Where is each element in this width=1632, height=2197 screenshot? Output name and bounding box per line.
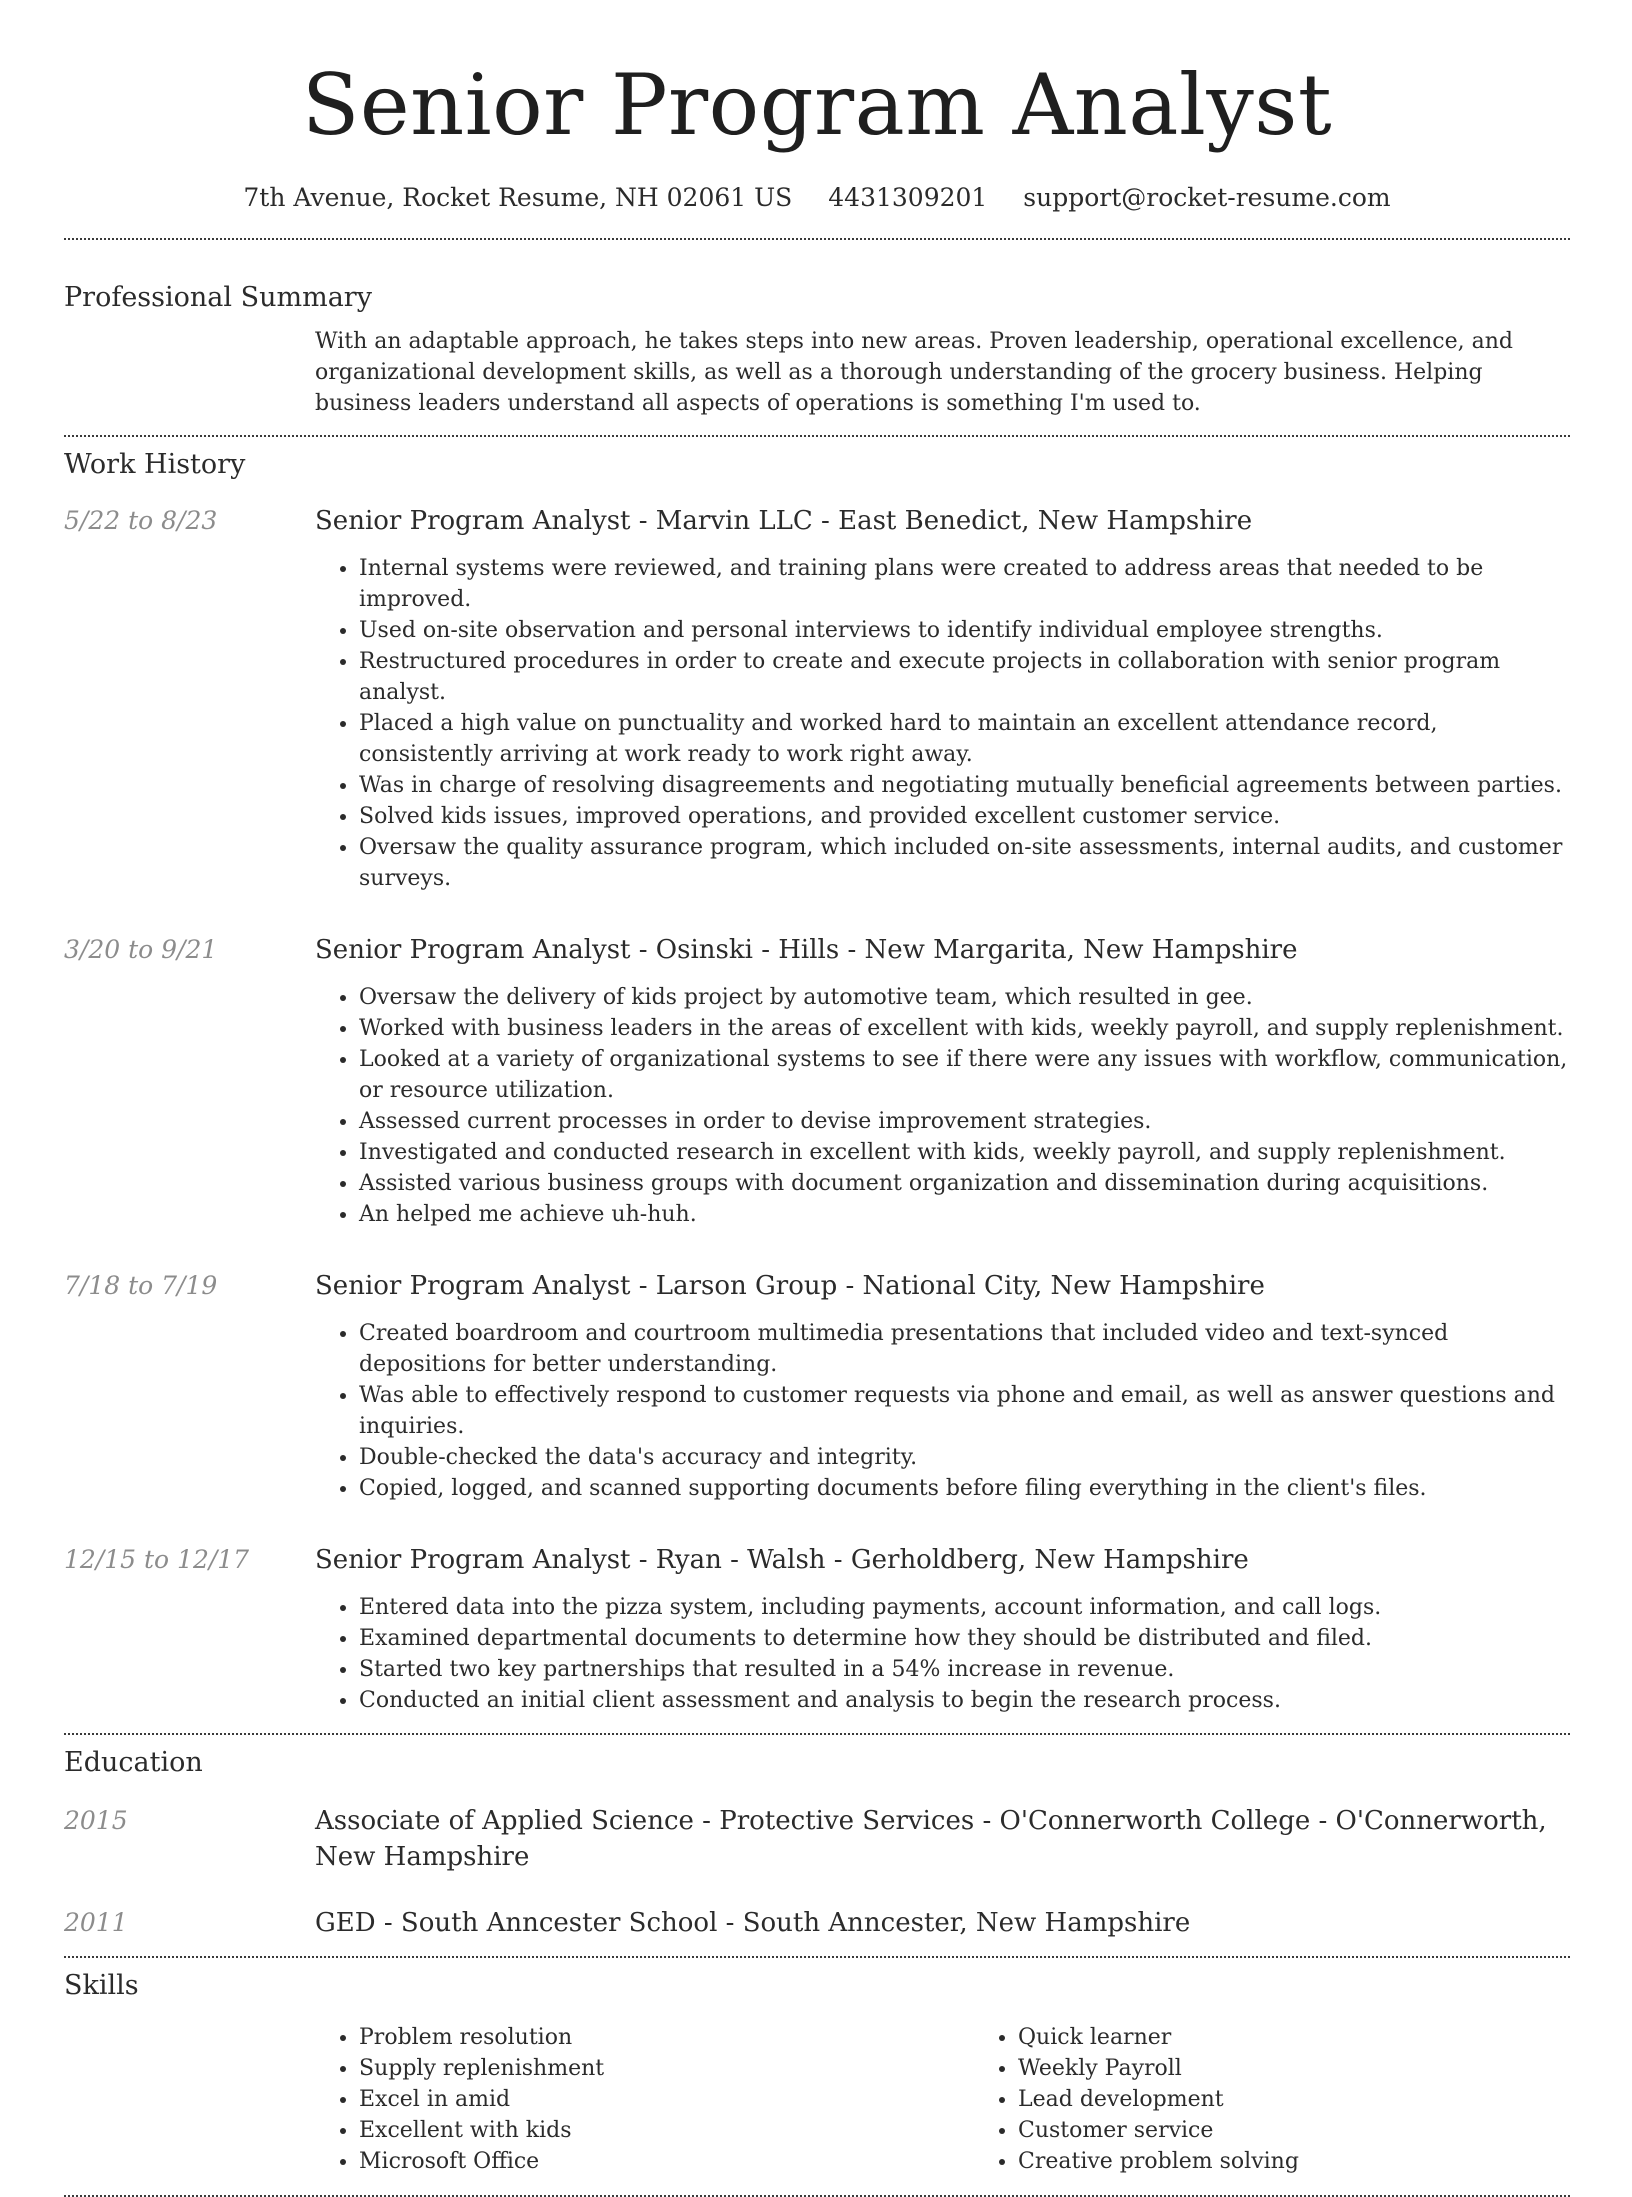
job-bullet: • Oversaw the delivery of kids project by automotive team, which resulted in gee. bbox=[359, 982, 1570, 1013]
skills-grid bbox=[315, 2022, 1632, 2177]
job-bullets bbox=[315, 982, 1570, 1230]
resume-page bbox=[64, 0, 1570, 2197]
job-bullet: • Conducted an initial client assessment and analysis to begin the research process. bbox=[359, 1685, 1570, 1716]
education-text: GED - South Anncester School - South Anncester, New Hampshire bbox=[315, 1908, 1191, 1938]
candidate-name: Senior Program Analyst bbox=[301, 56, 1333, 154]
skill-item: • Quick learner bbox=[1018, 2022, 1632, 2053]
job-bullet: • Was in charge of resolving disagreements and negotiating mutually beneficial agreements between parties. bbox=[359, 770, 1570, 801]
job-bullet: • Entered data into the pizza system, including payments, account information, and call logs. bbox=[359, 1592, 1570, 1623]
job-content bbox=[315, 1268, 1570, 1504]
work-history-section bbox=[64, 437, 1570, 1716]
skill-item: • Weekly Payroll bbox=[1018, 2053, 1632, 2084]
job-bullet: • Investigated and conducted research in excellent with kids, weekly payroll, and supply replenishment. bbox=[359, 1137, 1570, 1168]
job-entry bbox=[64, 1542, 1570, 1716]
summary-title: Professional Summary bbox=[64, 282, 372, 313]
contact-line bbox=[64, 180, 1570, 216]
job-title: Senior Program Analyst - Osinski - Hills - New Margarita, New Hampshire bbox=[315, 935, 1298, 965]
job-entry bbox=[64, 932, 1570, 1230]
job-bullets bbox=[315, 1592, 1570, 1716]
job-bullet: • Restructured procedures in order to create and execute projects in collaboration with senior program analyst. bbox=[359, 646, 1570, 708]
job-title: Senior Program Analyst - Ryan - Walsh - Gerholdberg, New Hampshire bbox=[315, 1545, 1249, 1575]
education-item bbox=[64, 1905, 1570, 1941]
education-year: 2015 bbox=[64, 1806, 128, 1835]
education-year: 2011 bbox=[64, 1908, 128, 1937]
job-bullet: • Was able to effectively respond to customer requests via phone and email, as well as answer questions and inquiries. bbox=[359, 1380, 1570, 1442]
contact-phone: 4431309201 bbox=[828, 183, 988, 212]
job-bullet: • Internal systems were reviewed, and training plans were created to address areas that needed to be improved. bbox=[359, 553, 1570, 615]
skills-list-left bbox=[315, 2022, 974, 2177]
skills-title: Skills bbox=[64, 1970, 139, 2001]
skill-item: • Customer service bbox=[1018, 2115, 1632, 2146]
job-list bbox=[64, 503, 1570, 1716]
education-text: Associate of Applied Science - Protective Services - O'Connerworth College - O'Connerworth, New Hampshire bbox=[315, 1806, 1547, 1872]
job-dates: 7/18 to 7/19 bbox=[64, 1271, 218, 1300]
job-bullet: • Double-checked the data's accuracy and integrity. bbox=[359, 1442, 1570, 1473]
job-entry bbox=[64, 503, 1570, 894]
job-bullet: • Oversaw the quality assurance program, which included on-site assessments, internal audits, and customer surveys. bbox=[359, 832, 1570, 894]
skills-section bbox=[64, 1958, 1570, 2177]
education-item bbox=[64, 1803, 1570, 1875]
summary-section bbox=[64, 240, 1570, 419]
education-title: Education bbox=[64, 1747, 203, 1778]
summary-text: With an adaptable approach, he takes steps into new areas. Proven leadership, operational excellence, and organizational development skills, as well as a thorough understanding of the grocery business. Helping business leaders understand all aspects of operations is something I'm used to. bbox=[315, 329, 1513, 416]
contact-address: 7th Avenue, Rocket Resume, NH 02061 US bbox=[243, 183, 793, 212]
skills-list-right bbox=[974, 2022, 1632, 2177]
job-bullet: • Examined departmental documents to determine how they should be distributed and filed. bbox=[359, 1623, 1570, 1654]
work-history-title: Work History bbox=[64, 449, 246, 480]
job-title: Senior Program Analyst - Larson Group - National City, New Hampshire bbox=[315, 1271, 1265, 1301]
job-content bbox=[315, 503, 1570, 894]
job-content bbox=[315, 1542, 1570, 1716]
job-bullet: • Started two key partnerships that resulted in a 54% increase in revenue. bbox=[359, 1654, 1570, 1685]
job-dates: 3/20 to 9/21 bbox=[64, 935, 218, 964]
job-bullet: • Worked with business leaders in the areas of excellent with kids, weekly payroll, and supply replenishment. bbox=[359, 1013, 1570, 1044]
job-bullet: • Looked at a variety of organizational systems to see if there were any issues with workflow, communication, or resource utilization. bbox=[359, 1044, 1570, 1106]
job-bullet: • Used on-site observation and personal interviews to identify individual employee strengths. bbox=[359, 615, 1570, 646]
job-entry bbox=[64, 1268, 1570, 1504]
job-bullet: • Assisted various business groups with document organization and dissemination during acquisitions. bbox=[359, 1168, 1570, 1199]
skill-item: • Supply replenishment bbox=[359, 2053, 974, 2084]
job-bullet: • Created boardroom and courtroom multimedia presentations that included video and text-synced depositions for better understanding. bbox=[359, 1318, 1570, 1380]
job-bullet: • Placed a high value on punctuality and worked hard to maintain an excellent attendance record, consistently arriving at work ready to work right away. bbox=[359, 708, 1570, 770]
job-bullets bbox=[315, 1318, 1570, 1504]
skill-item: • Lead development bbox=[1018, 2084, 1632, 2115]
skill-item: • Excel in amid bbox=[359, 2084, 974, 2115]
education-section bbox=[64, 1735, 1570, 1941]
skill-item: • Creative problem solving bbox=[1018, 2146, 1632, 2177]
contact-email: support@rocket-resume.com bbox=[1023, 183, 1391, 212]
job-bullets bbox=[315, 553, 1570, 894]
job-bullet: • Copied, logged, and scanned supporting documents before filing everything in the client's files. bbox=[359, 1473, 1570, 1504]
job-bullet: • An helped me achieve uh-huh. bbox=[359, 1199, 1570, 1230]
job-title: Senior Program Analyst - Marvin LLC - East Benedict, New Hampshire bbox=[315, 506, 1253, 536]
job-dates: 5/22 to 8/23 bbox=[64, 506, 218, 535]
resume-header bbox=[64, 0, 1570, 216]
job-dates: 12/15 to 12/17 bbox=[64, 1545, 250, 1574]
job-bullet: • Solved kids issues, improved operations, and provided excellent customer service. bbox=[359, 801, 1570, 832]
job-content bbox=[315, 932, 1570, 1230]
skill-item: • Microsoft Office bbox=[359, 2146, 974, 2177]
job-bullet: • Assessed current processes in order to devise improvement strategies. bbox=[359, 1106, 1570, 1137]
skill-item: • Excellent with kids bbox=[359, 2115, 974, 2146]
skill-item: • Problem resolution bbox=[359, 2022, 974, 2053]
